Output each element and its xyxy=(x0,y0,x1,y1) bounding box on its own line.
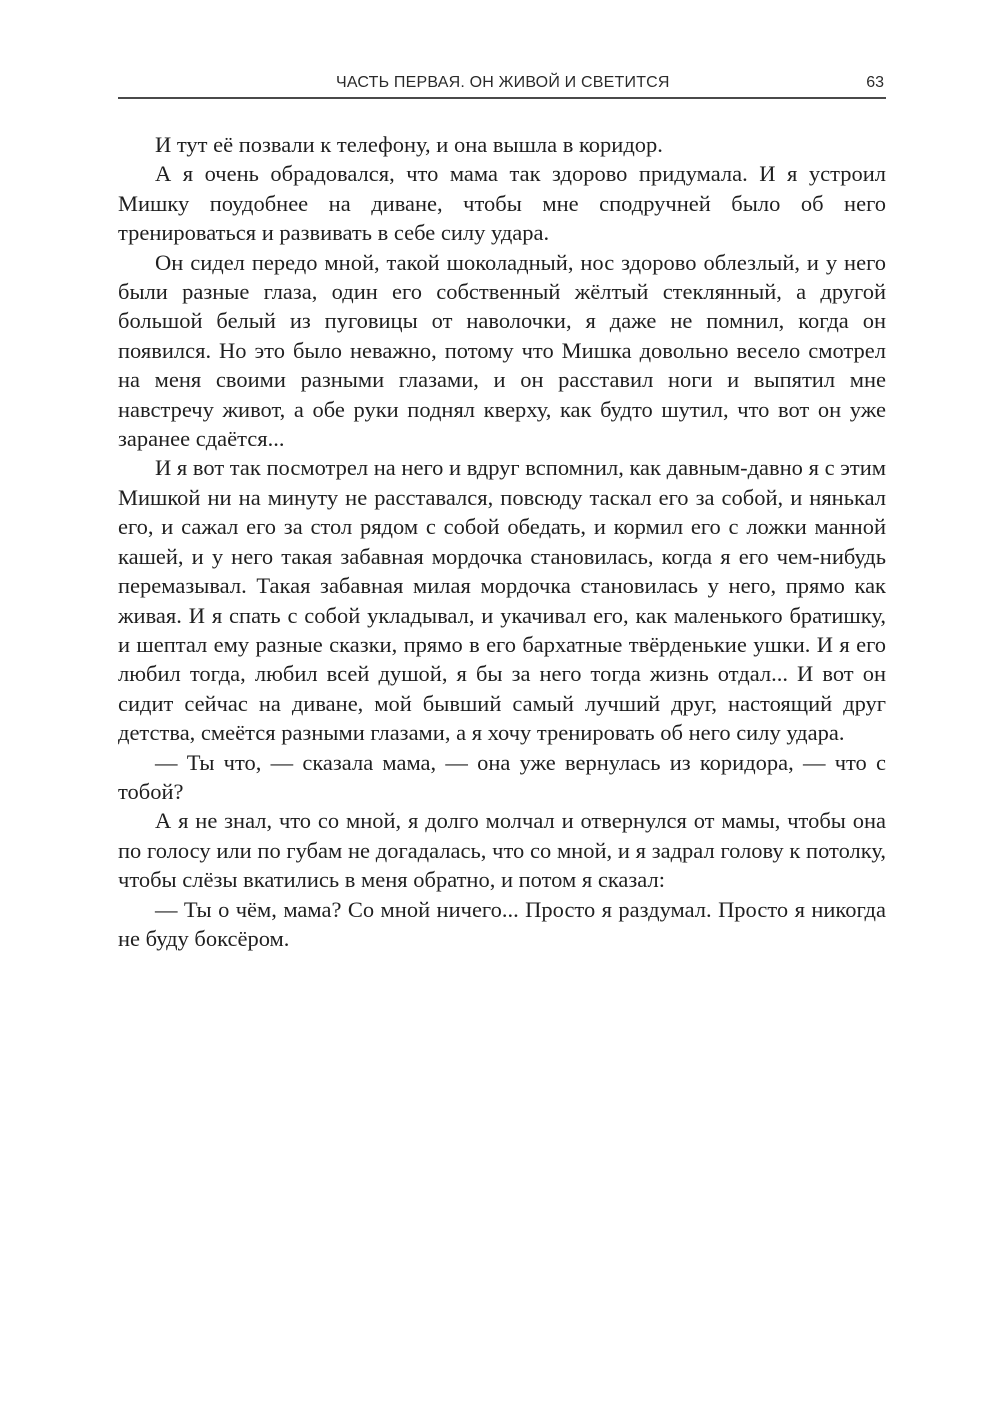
header-rule xyxy=(118,97,886,99)
paragraph: А я не знал, что со мной, я долго молчал и отвернулся от мамы, чтобы она по голосу или по губам не догадалась, что со мной, и я задрал голову к потолку, чтобы слёзы вкатились в меня обратно, и потом я сказал: xyxy=(118,808,886,893)
paragraph: — Ты о чём, мама? Со мной ничего... Просто я раздумал. Просто я никогда не буду боксёром. xyxy=(118,896,886,951)
paragraph: И я вот так посмотрел на него и вдруг вспомнил, как давным-давно я с этим Мишкой ни на минуту не расставался, повсюду таскал его за собой, и нянькал его, и сажал его за стол рядом с собой обедать, и кормил его с ложки манной кашей, и у него такая забавная мордочка становилась, когда я его чем-нибудь перемазывал. Такая забавная милая мордочка становилась у него, прямо как живая. И я спать с собой укладывал, и укачивал его, как маленького братишку, и шептал ему разные сказки, прямо в его бархатные твёрденькие ушки. И я его любил тогда, любил всей душой, я бы за него тогда жизнь отдал... И вот он сидит сейчас на диване, мой бывший самый лучший друг, настоящий друг детства, смеётся разными глазами, а я хочу тренировать об него силу удара. xyxy=(118,455,886,746)
running-header xyxy=(118,72,886,96)
paragraph: А я очень обрадовался, что мама так здорово придумала. И я устроил Мишку поудобнее на диване, чтобы мне сподручней было об него тренироваться и развивать в себе силу удара. xyxy=(118,161,886,246)
running-title: ЧАСТЬ ПЕРВАЯ. ОН ЖИВОЙ И СВЕТИТСЯ xyxy=(336,74,670,91)
body-text xyxy=(118,130,886,953)
paragraph: И тут её позвали к телефону, и она вышла в коридор. xyxy=(155,132,663,157)
paragraph: Он сидел передо мной, такой шоколадный, нос здорово облезлый, и у него были разные глаза, один его собственный жёлтый стеклянный, а другой большой белый из пуговицы от наволочки, я даже не помнил, когда он появился. Но это было неважно, потому что Мишка довольно весело смотрел на меня своими разными глазами, и он расставил ноги и выпятил мне навстречу живот, а обе руки поднял кверху, как будто шутил, что вот он уже заранее сдаётся... xyxy=(118,249,886,452)
paragraph: — Ты что, — сказала мама, — она уже вернулась из коридора, — что с тобой? xyxy=(118,749,886,804)
page-number: 63 xyxy=(866,74,884,91)
